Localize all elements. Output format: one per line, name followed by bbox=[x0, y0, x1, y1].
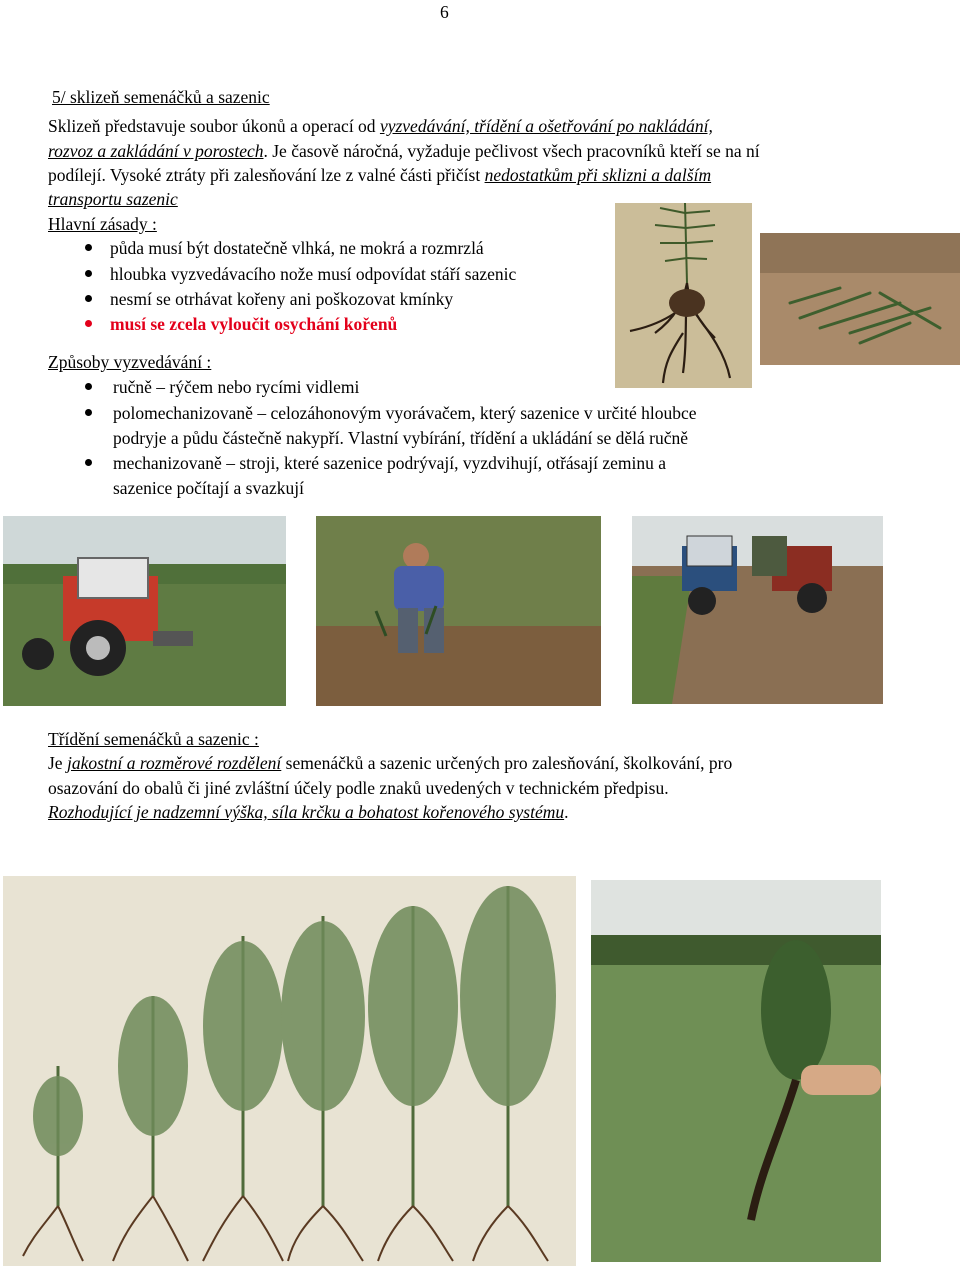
paragraph-text: podílejí. Vysoké ztráty při zalesňování lze z valné části přičíst bbox=[48, 165, 485, 185]
principle-item: půda musí být dostatečně vlhká, ne mokrá a rozmrzlá bbox=[110, 238, 484, 258]
mechanized-lifting-photo bbox=[632, 516, 883, 704]
method-item: mechanizovaně – stroji, které sazenice podrývají, vyzdvihují, otřásají zeminu a bbox=[113, 453, 666, 473]
bullet bbox=[85, 383, 92, 390]
bullet bbox=[85, 295, 92, 302]
bullet bbox=[85, 270, 92, 277]
sorting-text: . bbox=[564, 802, 569, 822]
section-heading: 5/ sklizeň semenáčků a sazenic bbox=[52, 87, 270, 107]
manual-lifting-photo bbox=[316, 516, 601, 706]
emphasis-text: nedostatkům při sklizni a dalším bbox=[484, 165, 712, 185]
sorting-line-3 bbox=[48, 800, 569, 825]
paragraph-text: . Je časově náročná, vyžaduje pečlivost všech pracovníků kteří se na ní bbox=[263, 141, 760, 161]
paragraph-line-1 bbox=[48, 114, 713, 139]
sorting-text: Je bbox=[48, 753, 67, 773]
emphasis-text: jakostní a rozměrové rozdělení bbox=[66, 753, 282, 773]
emphasis-text: Rozhodující je nadzemní výška, síla krčku a bohatost kořenového systému bbox=[48, 802, 565, 822]
hand-held-seedling-photo bbox=[591, 880, 881, 1262]
method-item-continuation: sazenice počítají a svazkují bbox=[113, 478, 304, 498]
paragraph-line-3 bbox=[48, 163, 711, 188]
sorting-heading: Třídění semenáčků a sazenic : bbox=[48, 729, 259, 749]
tractor-lifting-photo bbox=[3, 516, 286, 706]
principle-emphasis: musí se zcela vyloučit osychání kořenů bbox=[110, 314, 398, 334]
principle-item: hloubka vyzvedávacího nože musí odpovídat stáří sazenic bbox=[110, 264, 517, 284]
bullet bbox=[85, 409, 92, 416]
emphasis-text: porostech bbox=[190, 141, 264, 161]
bullet bbox=[85, 244, 92, 251]
bullet bbox=[85, 320, 92, 327]
sorting-text: semenáčků a sazenic určených pro zalesňování, školkování, pro bbox=[281, 753, 733, 773]
paragraph-line-4: transportu sazenic bbox=[48, 189, 178, 209]
emphasis-text: rozvoz a zakládání v bbox=[48, 141, 191, 161]
methods-heading: Způsoby vyzvedávání : bbox=[48, 352, 212, 372]
sorting-line-2: osazování do obalů či jiné zvláštní účely podle znaků uvedených v technickém předpisu. bbox=[48, 778, 669, 798]
principles-heading: Hlavní zásady : bbox=[48, 214, 157, 234]
lifted-seedlings-photo bbox=[760, 233, 960, 365]
principle-item: nesmí se otrhávat kořeny ani poškozovat kmínky bbox=[110, 289, 454, 309]
paragraph-line-2 bbox=[48, 139, 760, 164]
bullet bbox=[85, 459, 92, 466]
page-number: 6 bbox=[440, 2, 449, 22]
paragraph-text: Sklizeň představuje soubor úkonů a operací od bbox=[48, 116, 380, 136]
method-item-continuation: podryje a půdu částečně nakypří. Vlastní vybírání, třídění a ukládání se dělá ručně bbox=[113, 428, 689, 448]
method-item: polomechanizovaně – celozáhonovým vyorávačem, který sazenice v určité hloubce bbox=[113, 403, 697, 423]
sorting-line-1 bbox=[48, 751, 732, 776]
method-item: ručně – rýčem nebo rycími vidlemi bbox=[113, 377, 360, 397]
emphasis-link: vyzvedávání, třídění a ošetřování po nakládání, bbox=[379, 116, 713, 136]
seedling-roots-photo bbox=[615, 203, 752, 388]
sorted-seedlings-photo bbox=[3, 876, 576, 1266]
